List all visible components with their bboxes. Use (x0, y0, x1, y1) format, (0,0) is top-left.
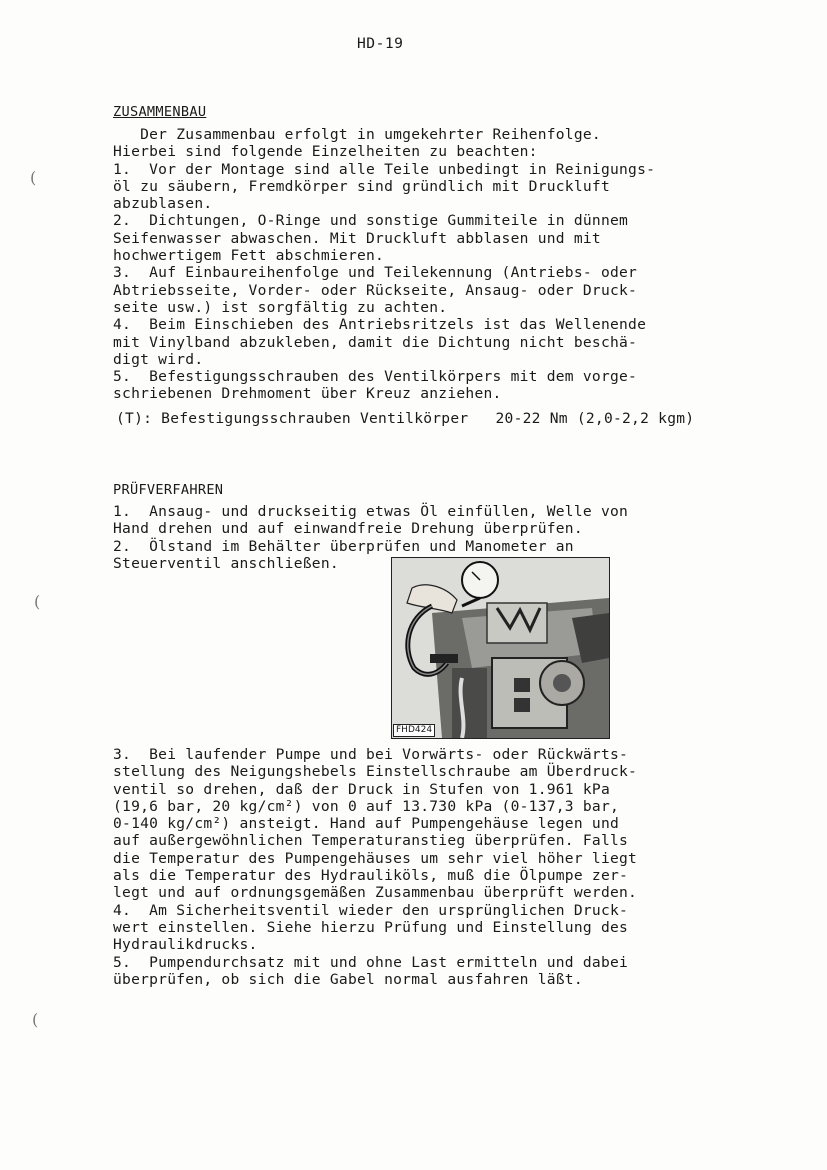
assembly-heading: ZUSAMMENBAU (113, 104, 207, 120)
text-line: ventil so drehen, daß der Druck in Stufen von 1.961 kPa (113, 780, 610, 798)
text-line: Hand drehen und auf einwandfreie Drehung überprüfen. (113, 520, 583, 538)
pump-photo-figure (391, 557, 610, 739)
text-line: 3. Bei laufender Pumpe und bei Vorwärts- oder Rückwärts- (113, 746, 629, 763)
text-line: Hydraulikdrucks. (113, 936, 258, 954)
text-line: 0-140 kg/cm²) ansteigt. Hand auf Pumpengehäuse legen und (113, 815, 620, 833)
text-line: Steuerventil anschließen. (113, 554, 339, 572)
text-line: Abtriebsseite, Vorder- oder Rückseite, Ansaug- oder Druck- (113, 281, 638, 299)
text-line: auf außergewöhnlichen Temperaturanstieg überprüfen. Falls (113, 832, 629, 850)
scan-mark: ( (32, 1010, 39, 1029)
text-line: 5. Befestigungsschrauben des Ventilkörpers mit dem vorge- (113, 368, 638, 386)
text-line: 5. Pumpendurchsatz mit und ohne Last ermitteln und dabei (113, 953, 629, 971)
text-line: legt und auf ordnungsgemäßen Zusammenbau überprüft werden. (113, 884, 638, 902)
test-text-block-bottom (113, 746, 753, 988)
scan-mark: ( (34, 592, 41, 611)
text-line: mit Vinylband abzukleben, damit die Dichtung nicht beschä- (113, 333, 638, 351)
text-line: 4. Am Sicherheitsventil wieder den ursprünglichen Druck- (113, 901, 629, 919)
text-line: (19,6 bar, 20 kg/cm²) von 0 auf 13.730 kPa (0-137,3 bar, (113, 797, 620, 815)
text-line: seite usw.) ist sorgfältig zu achten. (113, 298, 448, 316)
text-line: 3. Auf Einbaureihenfolge und Teilekennung (Antriebs- oder (113, 264, 638, 282)
text-line: überprüfen, ob sich die Gabel normal ausfahren läßt. (113, 970, 583, 988)
text-line: abzublasen. (113, 195, 213, 213)
text-line: 2. Dichtungen, O-Ringe und sonstige Gummiteile in dünnem (113, 212, 629, 230)
text-line: Der Zusammenbau erfolgt in umgekehrter Reihenfolge. (113, 126, 601, 143)
text-line: als die Temperatur des Hydrauliköls, muß die Ölpumpe zer- (113, 867, 629, 885)
text-line: digt wird. (113, 350, 204, 368)
text-line: hochwertigem Fett abschmieren. (113, 247, 385, 265)
text-line: wert einstellen. Siehe hierzu Prüfung und Einstellung des (113, 918, 629, 936)
torque-spec: (T): Befestigungsschrauben Ventilkörper 20-22 Nm (2,0-2,2 kgm) (116, 410, 695, 427)
text-line: 2. Ölstand im Behälter überprüfen und Manometer an (113, 537, 574, 555)
text-line: die Temperatur des Pumpengehäuses um sehr viel höher liegt (113, 849, 638, 867)
text-line: öl zu säubern, Fremdkörper sind gründlich mit Druckluft (113, 177, 610, 195)
text-line: schriebenen Drehmoment über Kreuz anziehen. (113, 385, 502, 403)
text-line: stellung des Neigungshebels Einstellschraube am Überdruck- (113, 763, 638, 781)
text-line: 1. Vor der Montage sind alle Teile unbedingt in Reinigungs- (113, 160, 656, 178)
text-line: Seifenwasser abwaschen. Mit Druckluft abblasen und mit (113, 229, 601, 247)
scan-mark: ( (30, 168, 37, 187)
assembly-text-block (113, 126, 753, 403)
text-line: 4. Beim Einschieben des Antriebsritzels ist das Wellenende (113, 316, 647, 334)
text-line: 1. Ansaug- und druckseitig etwas Öl einfüllen, Welle von (113, 503, 629, 520)
test-heading: PRÜFVERFAHREN (113, 482, 224, 498)
figure-label: FHD424 (393, 724, 435, 737)
text-line: Hierbei sind folgende Einzelheiten zu beachten: (113, 143, 538, 161)
pump-photo-illustration (392, 558, 609, 738)
page-number: HD-19 (357, 35, 404, 52)
